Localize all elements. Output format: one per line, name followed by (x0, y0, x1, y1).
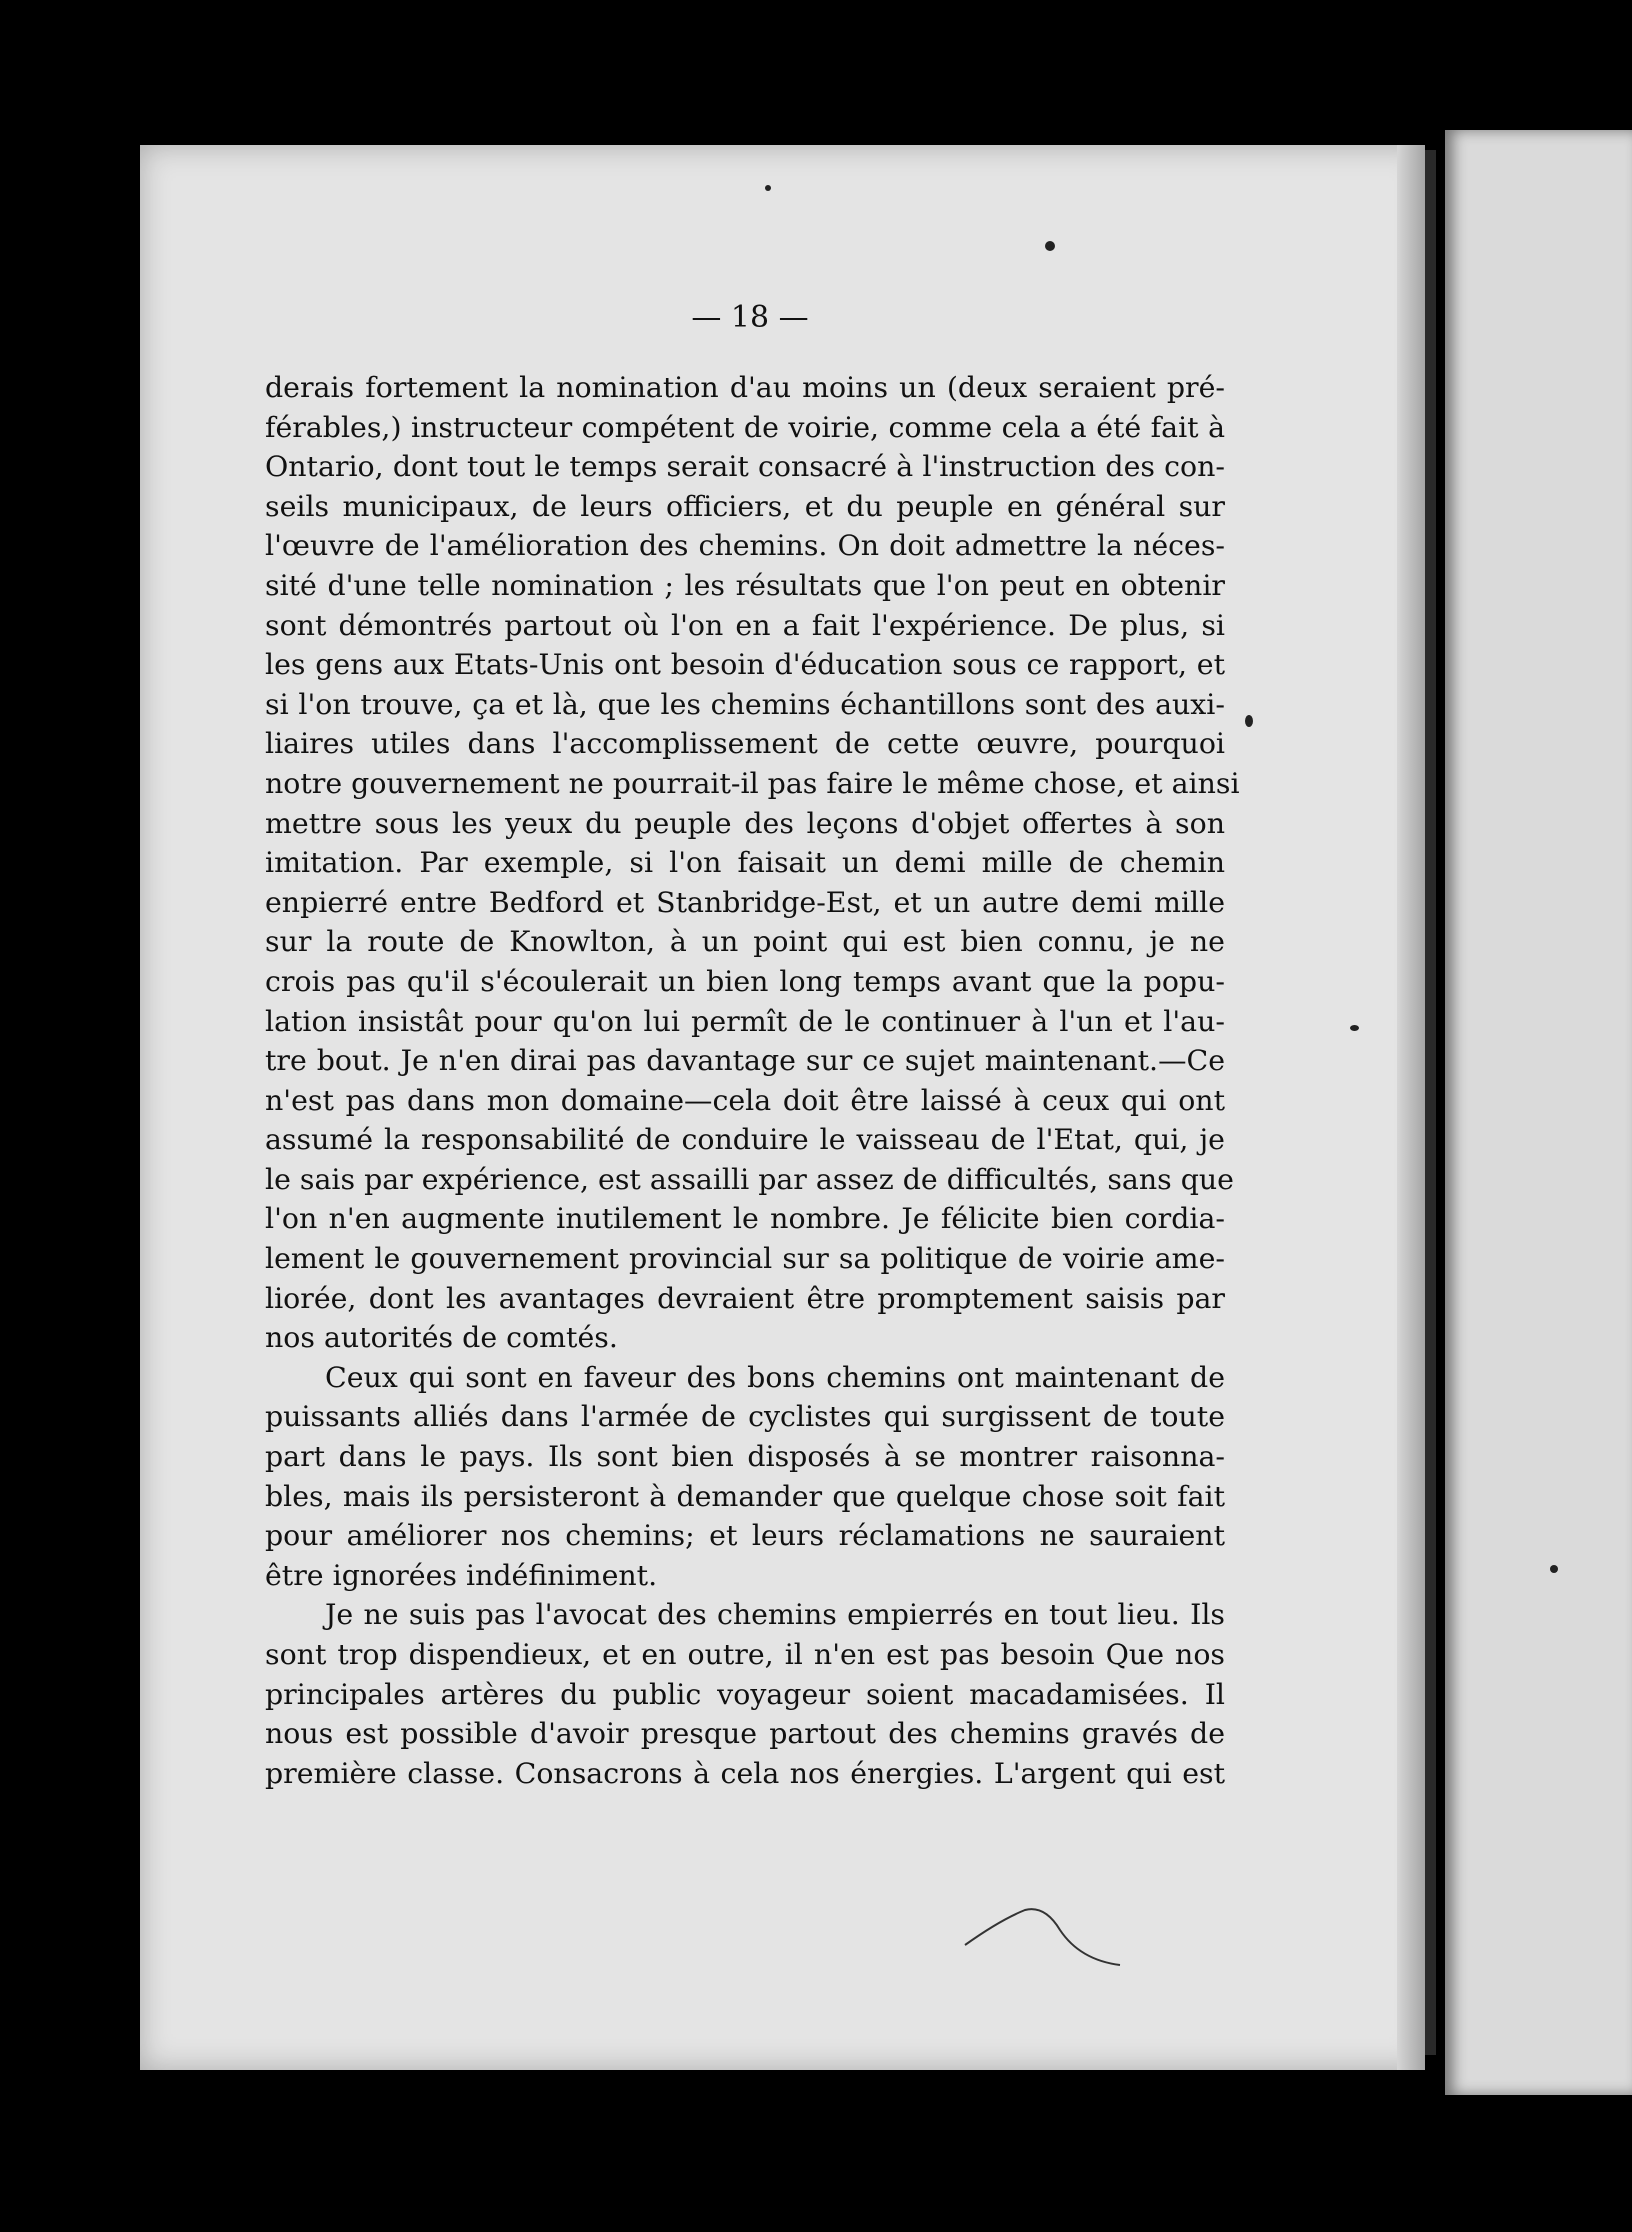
text-line: le sais par expérience, est assailli par assez de difficultés, sans que (265, 1162, 1234, 1196)
text-line: sont démontrés partout où l'on en a fait l'expérience. De plus, si (265, 608, 1225, 642)
text-line: les gens aux Etats-Unis ont besoin d'éducation sous ce rapport, et (265, 648, 1225, 682)
text-line: bles, mais ils persisteront à demander que quelque chose soit fait (265, 1479, 1225, 1513)
text-line: liaires utiles dans l'accomplissement de cette œuvre, pourquoi (265, 727, 1225, 761)
text-line: notre gouvernement ne pourrait-il pas faire le même chose, et ainsi (265, 766, 1240, 800)
text-line: liorée, dont les avantages devraient être promptement saisis par (265, 1281, 1225, 1315)
text-line: pour améliorer nos chemins; et leurs réclamations ne sauraient (265, 1519, 1225, 1553)
text-line: l'œuvre de l'amélioration des chemins. On doit admettre la néces- (265, 529, 1225, 563)
text-line: l'on n'en augmente inutilement le nombre. Je félicite bien cordia- (265, 1202, 1225, 1236)
paper-speck (1350, 1025, 1359, 1031)
text-line: première classe. Consacrons à cela nos énergies. L'argent qui est (265, 1756, 1225, 1790)
pencil-mark (960, 1890, 1130, 1970)
text-line: crois pas qu'il s'écoulerait un bien long temps avant que la popu- (265, 964, 1225, 998)
text-line: si l'on trouve, ça et là, que les chemins échantillons sont des auxi- (265, 687, 1225, 721)
paper-speck (1245, 715, 1253, 727)
document-body (265, 368, 1240, 1793)
text-line: puissants alliés dans l'armée de cyclistes qui surgissent de toute (265, 1400, 1225, 1434)
text-line: férables,) instructeur compétent de voirie, comme cela a été fait à (265, 410, 1225, 444)
text-line: sont trop dispendieux, et en outre, il n'en est pas besoin Que nos (265, 1638, 1225, 1671)
paragraph-2 (265, 1358, 1225, 1596)
text-line: nos autorités de comtés. (265, 1321, 618, 1355)
text-line: enpierré entre Bedford et Stanbridge-Est, et un autre demi mille (265, 885, 1225, 919)
text-line: principales artères du public voyageur soient macadamisées. Il (265, 1677, 1225, 1711)
text-line: part dans le pays. Ils sont bien disposés à se montrer raisonna- (265, 1440, 1225, 1474)
text-line: tre bout. Je n'en dirai pas davantage sur ce sujet maintenant.—Ce (265, 1044, 1225, 1078)
text-line: nous est possible d'avoir presque partout des chemins gravés de (265, 1717, 1225, 1751)
text-line: lation insistât pour qu'on lui permît de le continuer à l'un et l'au- (265, 1004, 1225, 1038)
paper-speck (1550, 1565, 1558, 1573)
text-line: sité d'une telle nomination ; les résultats que l'on peut en obtenir (265, 568, 1225, 602)
page-number: — 18 — (691, 300, 809, 335)
paragraph-3 (265, 1595, 1225, 1793)
text-line: mettre sous les yeux du peuple des leçons d'objet offertes à son (265, 806, 1225, 840)
text-line: sur la route de Knowlton, à un point qui est bien connu, je ne (265, 925, 1225, 959)
text-line: seils municipaux, de leurs officiers, et du peuple en général sur (265, 489, 1225, 523)
paper-speck (1045, 241, 1055, 251)
paper-speck (765, 185, 771, 191)
text-line: derais fortement la nomination d'au moins un (deux seraient pré- (265, 371, 1225, 404)
text-line: lement le gouvernement provincial sur sa politique de voirie ame- (265, 1242, 1225, 1276)
paragraph-1 (265, 368, 1240, 1358)
text-line: n'est pas dans mon domaine—cela doit être laissé à ceux qui ont (265, 1083, 1225, 1117)
text-line: Je ne suis pas l'avocat des chemins empierrés en tout lieu. Ils (325, 1598, 1225, 1632)
adjacent-page-edge (1445, 130, 1632, 2095)
text-line: Ceux qui sont en faveur des bons chemins ont maintenant de (325, 1360, 1225, 1394)
text-line: imitation. Par exemple, si l'on faisait un demi mille de chemin (265, 846, 1225, 880)
text-line: Ontario, dont tout le temps serait consacré à l'instruction des con- (265, 450, 1225, 484)
text-line: être ignorées indéfiniment. (265, 1558, 658, 1592)
text-line: assumé la responsabilité de conduire le vaisseau de l'Etat, qui, je (265, 1123, 1225, 1157)
